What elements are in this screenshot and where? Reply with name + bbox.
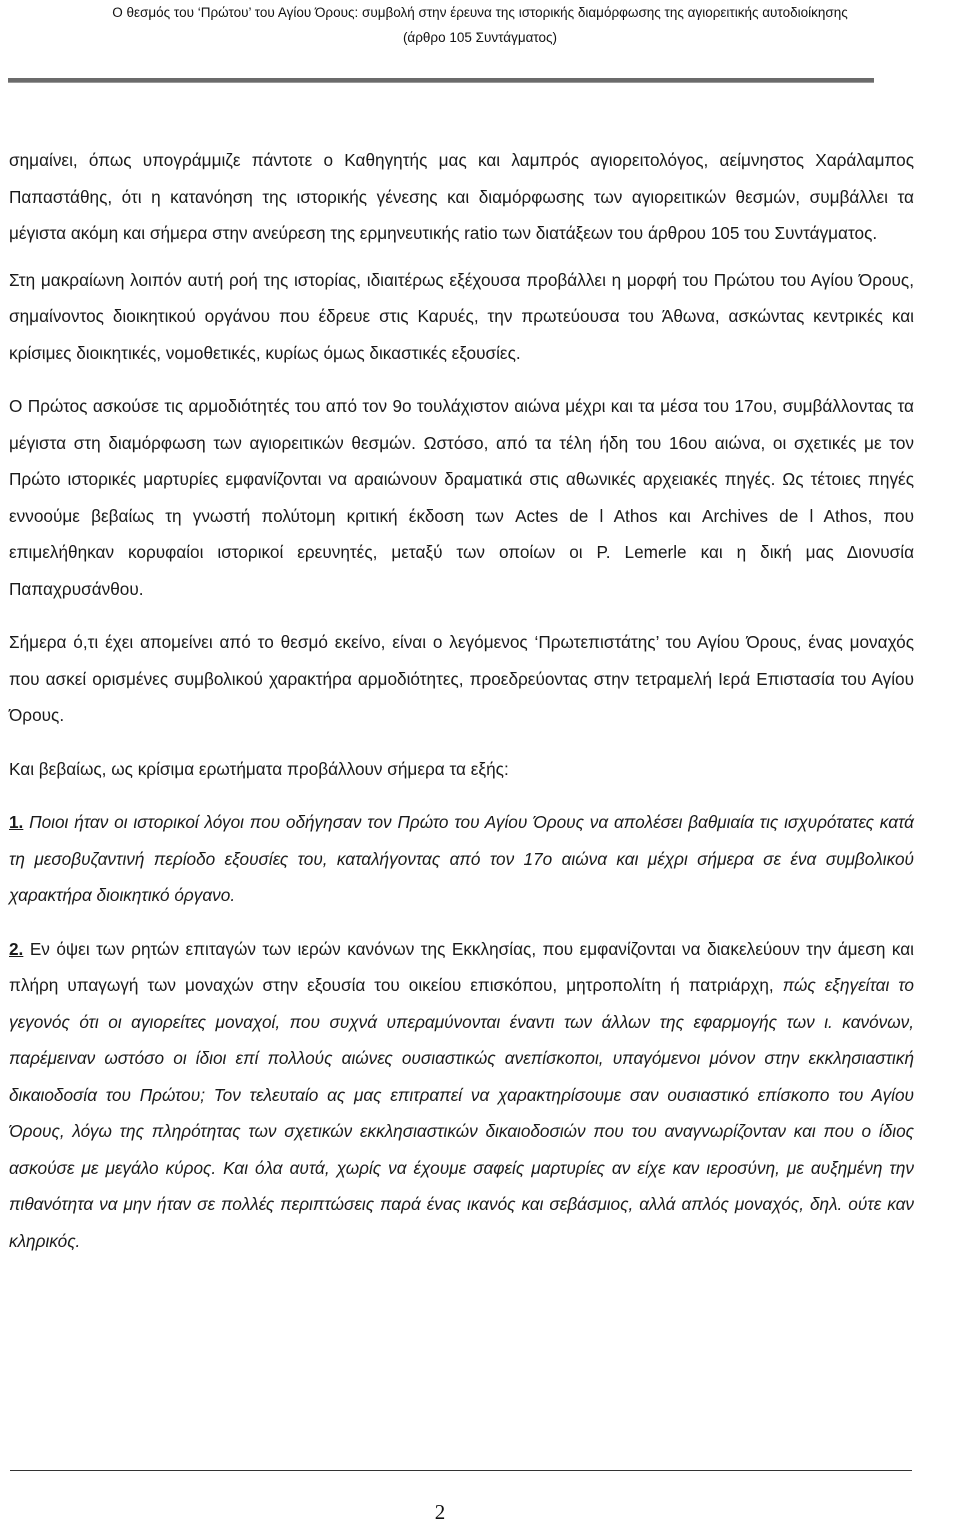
body-paragraph: Σήμερα ό,τι έχει απομείνει από το θεσμό εκείνο, είναι ο λεγόμενος ‘Πρωτεπιστάτης’ του Αγίου Όρους, ένας μοναχός που ασκεί ορισμένες συμβολικού χαρακτήρα αρμοδιότητες, προεδρεύοντας στην τετραμελή Ιερά Επιστασία του Αγίου Όρους. <box>9 632 914 725</box>
header-title: Ο θεσμός του ‘Πρώτου’ του Αγίου Όρους: συμβολή στην έρευνα της ιστορικής διαμόρφωσης της αγιορειτικής αυτοδιοίκησης <box>112 5 848 20</box>
body-paragraph: Και βεβαίως, ως κρίσιμα ερωτήματα προβάλλουν σήμερα τα εξής: <box>9 758 509 779</box>
question-1-number: 1. <box>9 812 24 832</box>
body-paragraph: Ο Πρώτος ασκούσε τις αρμοδιότητές του από τον 9ο τουλάχιστον αιώνα μέχρι και τα μέσα του 17ου, συμβάλλοντας τα μέγιστα στη διαμόρφωση των αγιορειτικών θεσμών. Ωστόσο, από τα τέλη ήδη του 16ου αιώνα, οι σχετικές με τον Πρώτο ιστορικές μαρτυρίες εμφανίζονται να αραιώνουν δραματικά στις αθωνικές αρχειακές πηγές. Ως τέτοιες πηγές εννοούμε βεβαίως τη γνωστή πολύτομη κριτική έκδοση των Actes de l Athos και Archives de l Athos, που επιμελήθηκαν κορυφαίοι ιστορικοί ερευνητές, μεταξύ των οποίων οι P. Lemerle και η δική μας Διονυσία Παπαχρυσάνθου. <box>9 396 914 599</box>
running-header <box>0 0 960 50</box>
page-body <box>9 142 914 1276</box>
question-2-number: 2. <box>9 938 24 959</box>
body-paragraph: Στη μακραίωνη λοιπόν αυτή ροή της ιστορίας, ιδιαιτέρως εξέχουσα προβάλλει η μορφή του Πρώτου του Αγίου Όρους, σημαίνοντος διοικητικού οργάνου που έδρευε στις Καρυές, την πρωτεύουσα του Άθωνα, ασκώντας κεντρικές και κρίσιμες διοικητικές, νομοθετικές, κυρίως όμως δικαστικές εξουσίες. <box>9 269 914 363</box>
question-1-text: Ποιοι ήταν οι ιστορικοί λόγοι που οδήγησαν τον Πρώτο του Αγίου Όρους να απολέσει βαθμιαία τις ισχυρότατες κατά τη μεσοβυζαντινή περίοδο εξουσίες του, καταλήγοντας από τον 17ο αιώνα και μέχρι σήμερα σε ένα συμβολικού χαρακτήρα διοικητικό όργανο. <box>9 812 914 905</box>
page-number: 2 <box>434 1500 446 1524</box>
question-2-intro: Εν όψει των ρητών επιταγών των ιερών κανόνων της Εκκλησίας, που εμφανίζονται να διακελεύουν την άμεση και πλήρη υπαγωγή των μοναχών στην εξουσία του οικείου επισκόπου, μητροπολίτη ή πατριάρχη, <box>9 938 915 995</box>
question-2-text: πώς εξηγείται το γεγονός ότι οι αγιορείτες μοναχοί, που συχνά υπεραμύνονται έναντι των άλλων της εφαρμογής των ι. κανόνων, παρέμειναν ωστόσο οι ίδιοι επί πολλούς αιώνες ουσιαστικώς ανεπίσκοποι, υπαγόμενοι μόνον στην εκκλησιαστική δικαιοδοσία του Πρώτου; Τον τελευταίο ας μας επιτραπεί να χαρακτηρίσουμε σαν ουσιαστικό επίσκοπο του Αγίου Όρους, λόγω της πληρότητας των σχετικών εκκλησιαστικών δικαιοδοσιών που του αναγνωρίζονταν και που ο ίδιος ασκούσε με μεγάλο κύρος. Και όλα αυτά, χωρίς να έχουμε σαφείς μαρτυρίες αν είχε καν ιεροσύνη, με αυξημένη την πιθανότητα να μην ήταν σε πολλές περιπτώσεις παρά ένας ικανός και σεβάσμιος, αλλά απλός μοναχός, δηλ. ούτε καν κληρικός. <box>9 975 914 1251</box>
body-paragraph: σημαίνει, όπως υπογράμμιζε πάντοτε ο Καθηγητής μας και λαμπρός αγιορειτολόγος, αείμνηστος Χαράλαμπος Παπαστάθης, ότι η κατανόηση της ιστορικής γένεσης και διαμόρφωσης των αγιορειτικών θεσμών, συμβάλλει τα μέγιστα ακόμη και σήμερα στην ανεύρεση της ερμηνευτικής ratio των διατάξεων του άρθρου 105 του Συντάγματος. <box>9 150 914 243</box>
question-1 <box>9 804 914 914</box>
question-2 <box>9 931 914 1260</box>
footer-divider <box>10 1470 912 1471</box>
header-subtitle: (άρθρο 105 Συντάγματος) <box>402 30 558 45</box>
header-divider <box>8 78 874 83</box>
